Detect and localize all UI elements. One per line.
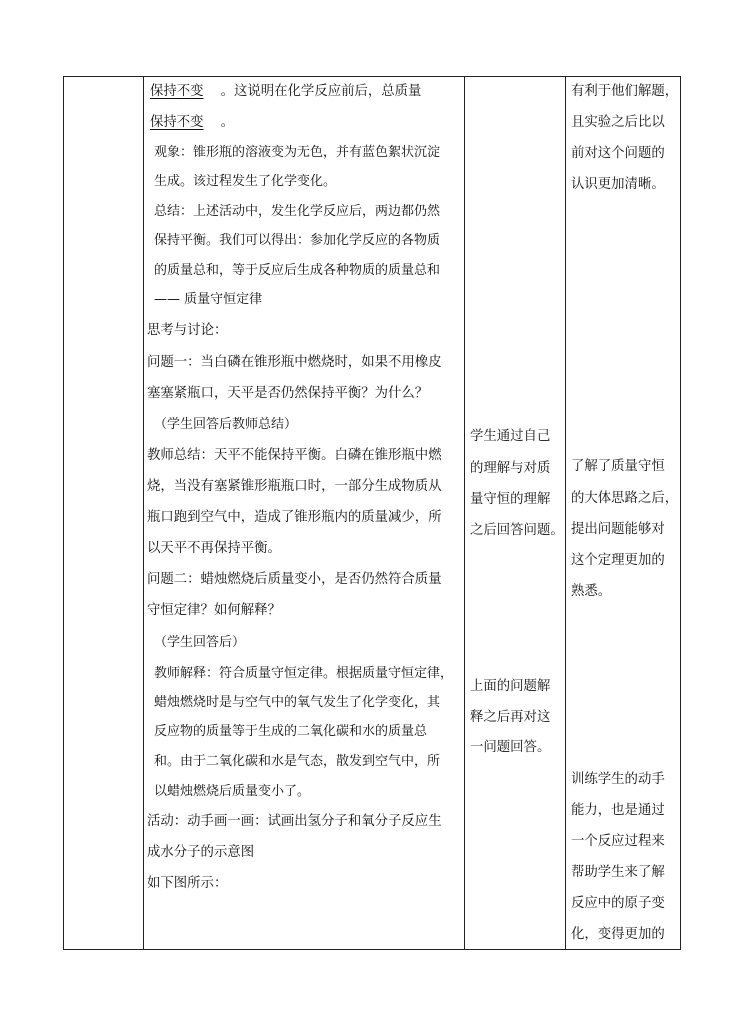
student-line: 上面的问题解: [470, 679, 551, 694]
content-line: 总结：上述活动中，发生化学反应后，两边都仍然: [154, 204, 441, 219]
student-line: 释之后再对这: [470, 710, 551, 725]
intent-line: 一个反应过程来: [571, 834, 665, 849]
intent-line: 化，变得更加的: [571, 927, 665, 942]
content-line: （学生回答后教师总结）: [154, 417, 298, 432]
content-line: 塞塞紧瓶口，天平是否仍然保持平衡？为什么？: [147, 386, 429, 401]
content-line: 和。由于二氧化碳和水是气态，散发到空气中，所: [154, 754, 441, 769]
content-line: 瓶口跑到空气中，造成了锥形瓶内的质量减少，所: [147, 510, 442, 525]
blank-answer: 保持不变: [150, 115, 204, 130]
intent-line: 这个定理更加的: [571, 553, 665, 568]
content-line: 问题二：蜡烛燃烧后质量变小，是否仍然符合质量: [147, 572, 442, 587]
content-line: （学生回答后）: [154, 635, 246, 650]
line-text: 。这说明在化学反应前后，总质量: [220, 84, 422, 99]
content-line: 反应物的质量等于生成的二氧化碳和水的质量总: [154, 724, 428, 739]
content-line: 以天平不再保持平衡。: [147, 541, 281, 556]
intent-line: 训练学生的动手: [571, 772, 665, 787]
line-text: 。: [220, 115, 234, 130]
blank-answer: 保持不变: [150, 84, 204, 99]
intent-line: 有利于他们解题，: [571, 84, 679, 99]
content-line: 生成。该过程发生了化学变化。: [154, 174, 337, 189]
content-line: 成水分子的示意图: [147, 845, 255, 860]
content-line: —— 质量守恒定律: [154, 292, 263, 307]
content-line: 教师解释：符合质量守恒定律。根据质量守恒定律，: [154, 666, 454, 681]
content-line: [150, 83, 421, 101]
lesson-table: [63, 76, 681, 950]
intent-line: 且实验之后比以: [571, 115, 665, 130]
content-line: [150, 114, 234, 132]
intent-line: 的大体思路之后，: [571, 491, 679, 506]
content-line: 教师总结：天平不能保持平衡。白磷在锥形瓶中燃: [147, 448, 442, 463]
content-line: 守恒定律？如何解释？: [147, 603, 281, 618]
stage-column: [64, 77, 143, 949]
content-line: 问题一：当白磷在锥形瓶中燃烧时，如果不用橡皮: [147, 355, 442, 370]
student-line: 的理解与对质: [470, 461, 551, 476]
intent-line: 认识更加清晰。: [571, 177, 665, 192]
student-line: 学生通过自己: [470, 429, 551, 444]
intent-line: 了解了质量守恒: [571, 459, 665, 474]
teaching-content-column: [143, 77, 463, 949]
intent-line: 提出问题能够对: [571, 522, 665, 537]
intent-line: 前对这个问题的: [571, 146, 665, 161]
student-activity-column: [464, 77, 565, 949]
student-line: 量守恒的理解: [470, 492, 551, 507]
content-line: 观象：锥形瓶的溶液变为无色，并有蓝色絮状沉淀: [154, 145, 441, 160]
content-line: 保持平衡。我们可以得出：参加化学反应的各物质: [154, 233, 441, 248]
intent-line: 熟悉。: [571, 584, 612, 599]
student-line: 一问题回答。: [470, 740, 551, 755]
content-line: 蜡烛燃烧时是与空气中的氧气发生了化学变化，其: [154, 695, 441, 710]
content-line: 如下图所示：: [147, 876, 228, 891]
intent-line: 帮助学生来了解: [571, 865, 665, 880]
content-line: 烧，当没有塞紧锥形瓶瓶口时，一部分生成物质从: [147, 479, 442, 494]
student-line: 之后回答问题。: [470, 523, 564, 538]
content-line: 的质量总和，等于反应后生成各种物质的质量总和: [154, 263, 441, 278]
intent-line: 能力，也是通过: [571, 803, 665, 818]
section-heading: 思考与讨论：: [147, 323, 228, 338]
content-line: 活动：动手画一画：试画出氢分子和氧分子反应生: [147, 814, 442, 829]
content-line: 以蜡烛燃烧后质量变小了。: [154, 784, 311, 799]
design-intent-column: [566, 77, 682, 949]
intent-line: 反应中的原子变: [571, 896, 665, 911]
